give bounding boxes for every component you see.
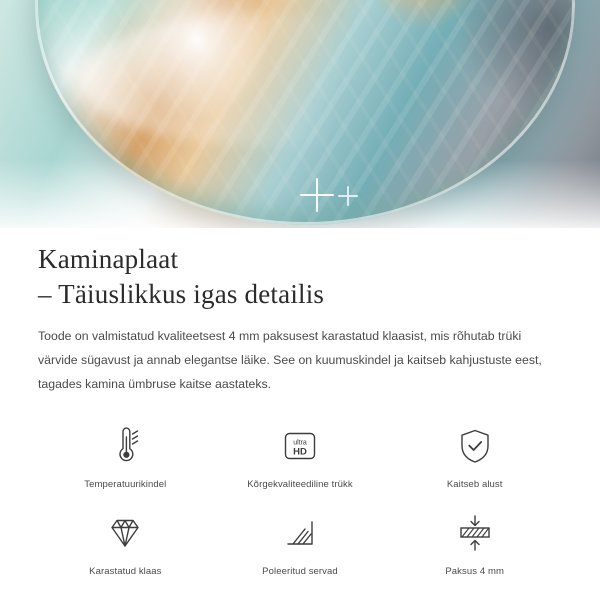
- polished-edges-icon: [280, 510, 320, 556]
- feature-label: Karastatud klaas: [89, 566, 162, 577]
- product-description: Toode on valmistatud kvaliteetsest 4 mm paksusest karastatud klaasist, mis rõhutab trüki värvide sügavust ja annab elegantse läike. See on kuumuskindel ja kaitseb kahjustuste eest, tagades kamina ümbruse kaitse aastateks.: [38, 329, 542, 392]
- feature-item-thickness: [387, 510, 562, 577]
- fireplace-plate-image: [35, 0, 575, 225]
- feature-item-temperature: [38, 423, 213, 490]
- feature-item-print-quality: [213, 423, 388, 490]
- svg-text:ultra: ultra: [293, 439, 307, 447]
- feature-label: Kaitseb alust: [446, 479, 503, 490]
- shield-check-icon: [455, 423, 495, 469]
- feature-item-protects-base: [387, 423, 562, 490]
- thermometer-icon: [105, 423, 145, 469]
- feature-label: Poleeritud servad: [262, 566, 338, 577]
- feature-list: [38, 423, 562, 577]
- svg-text:HD: HD: [293, 446, 307, 458]
- feature-label: Temperatuurikindel: [84, 479, 167, 490]
- hero-image: [0, 0, 600, 228]
- ultra-hd-icon: [280, 423, 320, 469]
- page-title: [38, 242, 562, 311]
- page-title-line-1: Kaminaplaat: [38, 244, 179, 274]
- feature-item-polished-edges: [213, 510, 388, 577]
- thickness-icon: [453, 510, 497, 556]
- feature-label: Paksus 4 mm: [445, 566, 504, 577]
- page-title-line-2: – Täiuslikkus igas detailis: [38, 278, 325, 309]
- feature-item-tempered-glass: [38, 510, 213, 577]
- feature-label: Kõrgekvaliteediline trükk: [247, 479, 353, 490]
- content-section: [0, 228, 600, 577]
- diamond-icon: [103, 510, 147, 556]
